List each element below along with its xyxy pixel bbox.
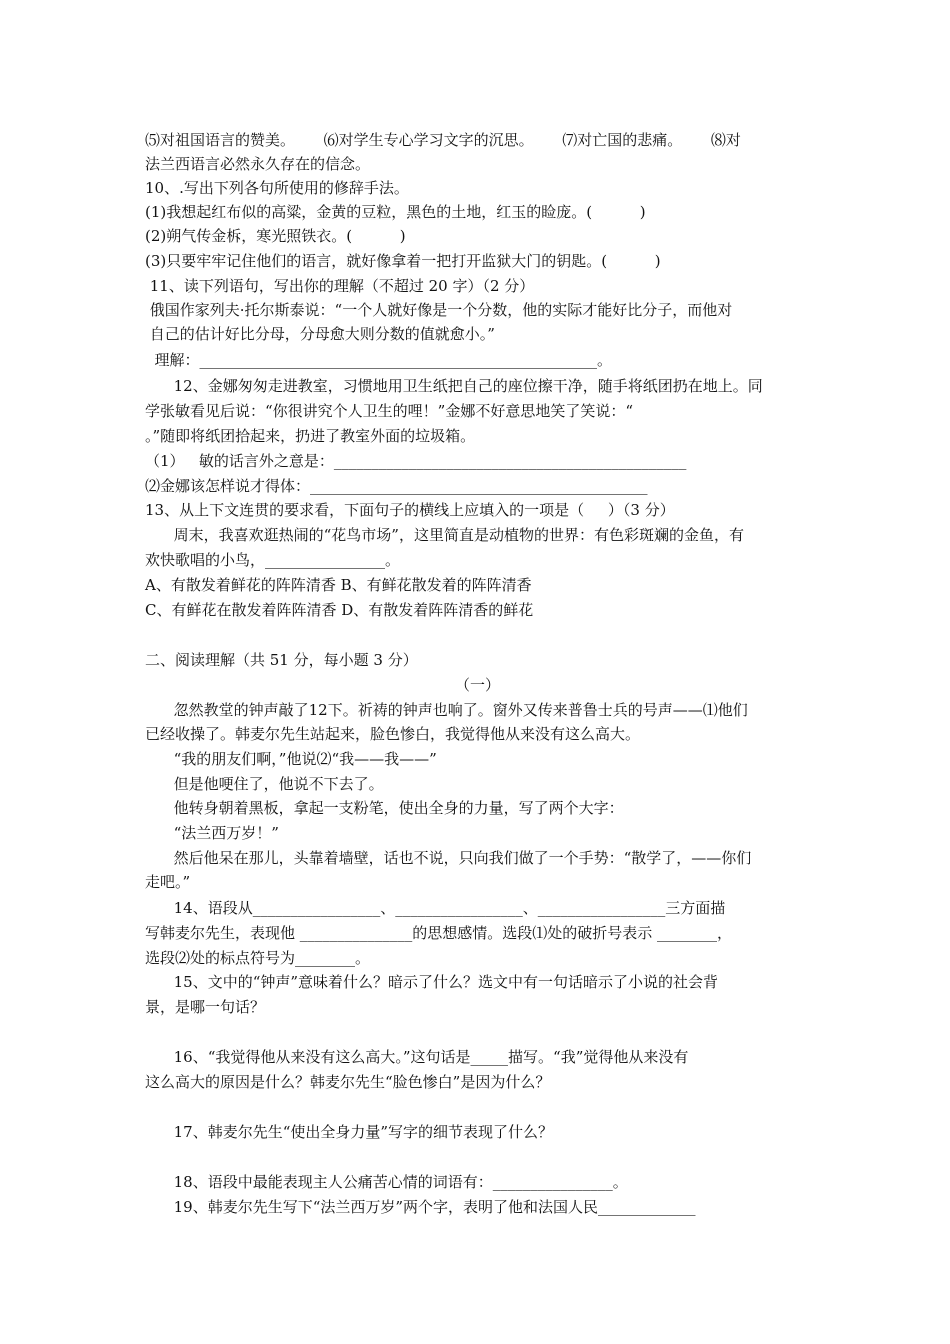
text-line-l35: 景，是哪一句话？ — [145, 998, 266, 1016]
text-line-l05: (2)朔气传金柝，寒光照铁衣。( ) — [145, 227, 406, 245]
text-line-l02: 法兰西语言必然永久存在的信念。 — [145, 155, 371, 173]
text-line-l36: 16、“我觉得他从来没有这么高大。”这句话是_____描写。“我”觉得他从来没有 — [145, 1048, 689, 1066]
text-line-l20: C、有鲜花在散发着阵阵清香 D、有散发着阵阵清香的鲜花 — [145, 601, 534, 619]
text-line-l28: “法兰西万岁！” — [145, 824, 279, 842]
text-line-l27: 他转身朝着黑板，拿起一支粉笔，使出全身的力量，写了两个大字： — [145, 799, 624, 817]
text-line-l08: 俄国作家列夫·托尔斯泰说：“一个人就好像是一个分数，他的实际才能好比分子，而他对 — [145, 301, 733, 319]
text-line-l13: 。”随即将纸团拾起来，扔进了教室外面的垃圾箱。 — [145, 427, 476, 445]
text-line-l29: 然后他呆在那儿，头靠着墙壁，话也不说，只向我们做了一个手势：“散学了，——你们 — [145, 849, 752, 867]
text-line-l11: 12、金娜匆匆走进教室，习惯地用卫生纸把自己的座位擦干净，随手将纸团扔在地上。同 — [145, 377, 763, 395]
text-line-l17: 周末，我喜欢逛热闹的“花鸟市场”，这里简直是动植物的世界：有色彩斑斓的金鱼，有 — [145, 526, 744, 544]
text-line-l37: 这么高大的原因是什么？韩麦尔先生“脸色惨白”是因为什么？ — [145, 1073, 551, 1091]
text-line-l24: 已经收操了。韩麦尔先生站起来，脸色惨白，我觉得他从来没有这么高大。 — [145, 725, 641, 743]
text-line-l06: (3)只要牢牢记住他们的语言，就好像拿着一把打开监狱大门的钥匙。( ) — [145, 252, 661, 270]
text-line-l40: 19、韩麦尔先生写下“法兰西万岁”两个字，表明了他和法国人民_____________ — [145, 1198, 696, 1216]
text-line-l09: 自己的估计好比分母，分母愈大则分数的值就愈小。” — [145, 325, 495, 343]
text-line-l32: 写韩麦尔先生，表现他 _______________的思想感情。选段⑴处的破折号表示 ________， — [145, 924, 733, 942]
text-line-l25: “我的朋友们啊，”他说⑵“我——我——” — [145, 750, 437, 768]
text-line-l12: 学张敏看见后说：“你很讲究个人卫生的哩！”金娜不好意思地笑了笑说：“ — [145, 402, 634, 420]
text-line-l39: 18、语段中最能表现主人公痛苦心情的词语有：________________。 — [145, 1173, 628, 1191]
text-line-l15: ⑵金娜该怎样说才得体：_____________________________________________ — [145, 477, 648, 495]
text-line-l03: 10、.写出下列各句所使用的修辞手法。 — [145, 179, 409, 197]
text-line-l19: A、有散发着鲜花的阵阵清香 B、有鲜花散发着的阵阵清香 — [145, 576, 532, 594]
text-line-l38: 17、韩麦尔先生“使出全身力量”写字的细节表现了什么？ — [145, 1123, 554, 1141]
text-line-l21: 二、阅读理解（共 51 分，每小题 3 分） — [145, 651, 418, 669]
text-line-l22: （一） — [454, 676, 500, 694]
text-line-l16: 13、从上下文连贯的要求看，下面句子的横线上应填入的一项是（ ）（3 分） — [145, 501, 675, 519]
text-line-l14: （1） 敏的话言外之意是：_______________________________________________ — [145, 452, 687, 470]
text-line-l10: 理解：_____________________________________________________。 — [145, 351, 613, 369]
text-line-l30: 走吧。” — [145, 873, 191, 891]
text-line-l18: 欢快歌唱的小鸟，________________。 — [145, 551, 401, 569]
text-line-l23: 忽然教堂的钟声敲了12下。祈祷的钟声也响了。窗外又传来普鲁士兵的号声——⑴他们 — [145, 701, 748, 719]
text-line-l33: 选段⑵处的标点符号为________。 — [145, 949, 371, 967]
text-line-l31: 14、语段从_________________、_________________、_________________三方面描 — [145, 899, 726, 917]
text-line-l26: 但是他哽住了，他说不下去了。 — [145, 775, 384, 793]
text-line-l34: 15、文中的“钟声”意味着什么？暗示了什么？选文中有一句话暗示了小说的社会背 — [145, 973, 719, 991]
text-line-l04: (1)我想起红布似的高粱，金黄的豆粒，黑色的土地，红玉的睑庞。( ) — [145, 203, 646, 221]
text-line-l01: ⑸对祖国语言的赞美。 ⑹对学生专心学习文字的沉思。 ⑺对亡国的悲痛。 ⑻对 — [145, 131, 741, 149]
text-line-l07: 11、读下列语句，写出你的理解（不超过 20 字）（2 分） — [145, 277, 535, 295]
